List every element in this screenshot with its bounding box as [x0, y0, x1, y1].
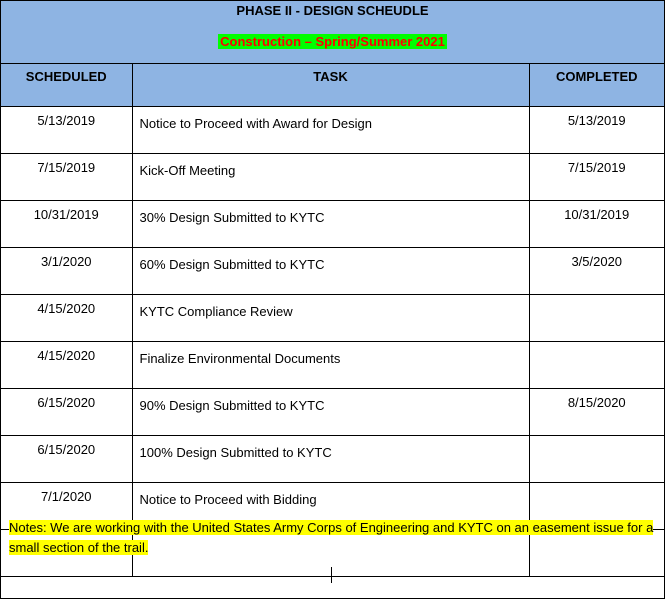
- table-row: [1, 342, 664, 389]
- scheduled-cell[interactable]: 10/31/2019: [1, 201, 132, 248]
- table-row: [1, 295, 664, 342]
- completed-cell[interactable]: [529, 436, 664, 483]
- task-cell[interactable]: Kick-Off Meeting: [132, 154, 529, 201]
- task-cell[interactable]: Finalize Environmental Documents: [132, 342, 529, 389]
- title-band: [1, 1, 664, 64]
- table-row: [1, 201, 664, 248]
- completed-cell[interactable]: 7/15/2019: [529, 154, 664, 201]
- subtitle-wrapper: [1, 33, 664, 51]
- scheduled-cell[interactable]: 5/13/2019: [1, 107, 132, 154]
- completed-cell[interactable]: 5/13/2019: [529, 107, 664, 154]
- scheduled-cell[interactable]: 3/1/2020: [1, 248, 132, 295]
- text-cursor: [331, 567, 332, 583]
- scheduled-cell[interactable]: 4/15/2020: [1, 342, 132, 389]
- column-header-scheduled: SCHEDULED: [1, 64, 132, 107]
- scheduled-cell[interactable]: 7/1/2020: [1, 483, 132, 530]
- table-row: [1, 107, 664, 154]
- completed-cell[interactable]: 10/31/2019: [529, 201, 664, 248]
- task-cell[interactable]: Notice to Proceed with Bidding: [132, 483, 529, 530]
- scheduled-cell[interactable]: 7/15/2019: [1, 154, 132, 201]
- scheduled-cell[interactable]: 6/15/2020: [1, 389, 132, 436]
- scheduled-cell[interactable]: 6/15/2020: [1, 436, 132, 483]
- task-cell[interactable]: 30% Design Submitted to KYTC: [132, 201, 529, 248]
- table-row: [1, 436, 664, 483]
- completed-cell[interactable]: 3/5/2020: [529, 248, 664, 295]
- completed-cell[interactable]: [529, 295, 664, 342]
- notes-paragraph[interactable]: [9, 518, 657, 558]
- column-header-completed: COMPLETED: [529, 64, 664, 107]
- table-row: [1, 248, 664, 295]
- schedule-table: [1, 64, 664, 577]
- notes-text: Notes: We are working with the United States Army Corps of Engineering and KYTC on an easement issue for a small section of the trail.: [9, 520, 654, 555]
- table-row: [1, 154, 664, 201]
- task-cell[interactable]: 100% Design Submitted to KYTC: [132, 436, 529, 483]
- scheduled-cell[interactable]: 4/15/2020: [1, 295, 132, 342]
- construction-subtitle: Construction – Spring/Summer 2021: [220, 34, 445, 49]
- schedule-title: PHASE II - DESIGN SCHEUDLE: [236, 3, 429, 18]
- task-cell[interactable]: KYTC Compliance Review: [132, 295, 529, 342]
- task-cell[interactable]: 90% Design Submitted to KYTC: [132, 389, 529, 436]
- table-row: [1, 389, 664, 436]
- table-header-row: [1, 64, 664, 107]
- completed-cell[interactable]: 8/15/2020: [529, 389, 664, 436]
- task-cell[interactable]: Notice to Proceed with Award for Design: [132, 107, 529, 154]
- task-cell[interactable]: 60% Design Submitted to KYTC: [132, 248, 529, 295]
- completed-cell[interactable]: [529, 342, 664, 389]
- column-header-task: TASK: [132, 64, 529, 107]
